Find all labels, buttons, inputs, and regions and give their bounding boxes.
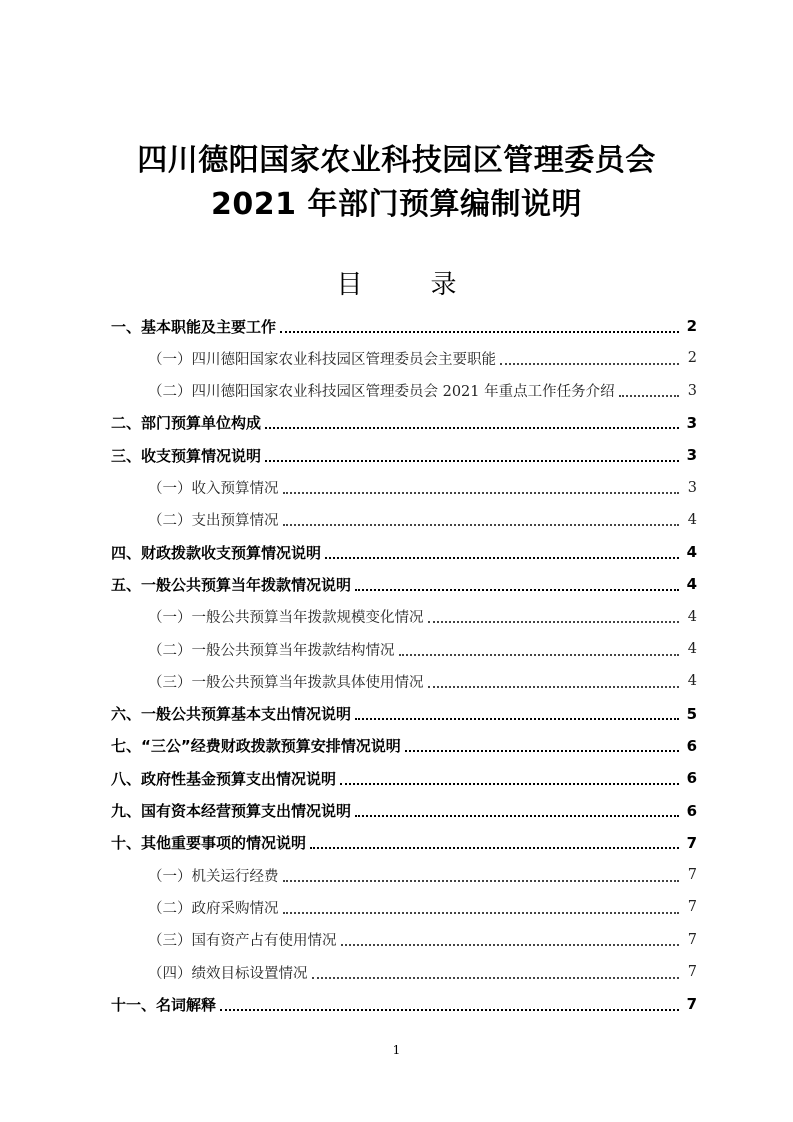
toc-dot-leader xyxy=(283,911,680,914)
toc-heading-char-2: 录 xyxy=(430,270,457,300)
toc-entry-label: 十一、名词解释 xyxy=(111,995,217,1014)
toc-dot-leader xyxy=(283,879,680,882)
toc-entry[interactable] xyxy=(0,346,793,370)
toc-entry-label: （三）国有资产占有使用情况 xyxy=(148,933,337,950)
toc-entry-label: 八、政府性基金预算支出情况说明 xyxy=(111,769,337,788)
toc-dot-leader xyxy=(500,362,679,365)
toc-entry-label: （二）支出预算情况 xyxy=(148,513,279,530)
toc-entry-page: 4 xyxy=(687,641,697,657)
toc-dot-leader xyxy=(312,976,680,979)
toc-entry[interactable] xyxy=(0,831,793,855)
toc-entry-page: 7 xyxy=(687,899,697,916)
toc-entry-page: 4 xyxy=(687,673,697,690)
toc-entry-page: 3 xyxy=(687,382,697,399)
document-title-line-2: 2021 年部门预算编制说明 xyxy=(211,187,582,222)
toc-entry[interactable] xyxy=(0,992,793,1016)
toc-entry-label: 五、一般公共预算当年拨款情况说明 xyxy=(111,575,352,594)
toc-entry[interactable] xyxy=(0,572,793,596)
toc-entry[interactable] xyxy=(0,605,793,629)
toc-entry[interactable] xyxy=(0,508,793,532)
toc-heading xyxy=(0,268,793,302)
toc-entry-page: 2 xyxy=(686,317,697,335)
toc-entry[interactable] xyxy=(0,540,793,564)
toc-entry[interactable] xyxy=(0,863,793,887)
toc-entry-label: 六、一般公共预算基本支出情况说明 xyxy=(111,705,352,724)
toc-entry[interactable] xyxy=(0,637,793,661)
toc-entry-page: 3 xyxy=(686,446,697,465)
toc-entry-page: 4 xyxy=(686,575,697,594)
toc-entry[interactable] xyxy=(0,734,793,758)
toc-entry[interactable] xyxy=(0,476,793,500)
toc-entry-page: 4 xyxy=(687,608,697,625)
toc-entry[interactable] xyxy=(0,928,793,952)
toc-entry-page: 6 xyxy=(686,801,697,820)
toc-dot-leader xyxy=(340,782,679,785)
toc-entry-page: 2 xyxy=(687,350,697,367)
toc-entry-label: （二）四川德阳国家农业科技园区管理委员会 2021 年重点工作任务介绍 xyxy=(148,384,615,401)
toc-entry-page: 3 xyxy=(687,479,697,496)
toc-dot-leader xyxy=(341,943,680,946)
toc-dot-leader xyxy=(220,1008,679,1011)
toc-dot-leader xyxy=(265,426,679,429)
toc-entry-label: （一）四川德阳国家农业科技园区管理委员会主要职能 xyxy=(148,351,496,368)
toc-entry-page: 4 xyxy=(687,511,697,528)
toc-entry-label: （一）收入预算情况 xyxy=(148,481,279,497)
toc-entry-label: 四、财政拨款收支预算情况说明 xyxy=(111,543,322,562)
toc-entry[interactable] xyxy=(0,702,793,726)
toc-dot-leader xyxy=(399,653,680,656)
toc-dot-leader xyxy=(355,717,679,720)
toc-dot-leader xyxy=(283,491,680,494)
toc-entry-page: 7 xyxy=(687,964,697,980)
toc-entry-label: （二）一般公共预算当年拨款结构情况 xyxy=(148,642,395,659)
toc-entry[interactable] xyxy=(0,411,793,435)
toc-dot-leader xyxy=(265,459,679,462)
toc-entry-label: 三、收支预算情况说明 xyxy=(111,446,262,465)
toc-entry-page: 7 xyxy=(687,867,697,884)
toc-dot-leader xyxy=(280,330,679,333)
toc-dot-leader xyxy=(310,846,679,849)
toc-entry[interactable] xyxy=(0,895,793,919)
toc-dot-leader xyxy=(325,556,679,559)
toc-entry-label: 九、国有资本经营预算支出情况说明 xyxy=(111,802,352,820)
toc-entry-page: 7 xyxy=(686,995,697,1014)
toc-dot-leader xyxy=(428,620,680,623)
toc-entry-label: 七、“三公”经费财政拨款预算安排情况说明 xyxy=(111,737,401,756)
toc-entry-label: （一）一般公共预算当年拨款规模变化情况 xyxy=(148,610,424,627)
toc-entry[interactable] xyxy=(0,960,793,984)
toc-entry-label: （三）一般公共预算当年拨款具体使用情况 xyxy=(148,674,424,691)
toc-entry-label: （二）政府采购情况 xyxy=(148,900,279,917)
toc-entry-label: 二、部门预算单位构成 xyxy=(111,414,262,433)
document-title-line-1: 四川德阳国家农业科技园区管理委员会 xyxy=(137,143,656,178)
toc-dot-leader xyxy=(428,685,680,688)
toc-entry[interactable] xyxy=(0,379,793,403)
toc-entry-page: 5 xyxy=(686,704,697,723)
toc-entry-page: 7 xyxy=(686,833,697,852)
toc-entry-page: 6 xyxy=(686,769,697,788)
toc-entry-label: （一）机关运行经费 xyxy=(148,868,279,885)
page-number: 1 xyxy=(392,1043,401,1057)
toc-entry[interactable] xyxy=(0,669,793,693)
toc-entry[interactable] xyxy=(0,799,793,823)
toc-entry[interactable] xyxy=(0,766,793,790)
toc-dot-leader xyxy=(405,749,679,752)
toc-entry[interactable] xyxy=(0,443,793,467)
toc-entry-label: （四）绩效目标设置情况 xyxy=(148,965,308,982)
toc-entry-page: 3 xyxy=(686,413,697,432)
toc-entry-page: 7 xyxy=(687,931,697,948)
toc-dot-leader xyxy=(619,394,679,397)
toc-dot-leader xyxy=(355,588,679,591)
toc-entry[interactable] xyxy=(0,314,793,338)
toc-heading-char-1: 目 xyxy=(336,270,363,300)
toc-entry-page: 4 xyxy=(686,543,697,562)
toc-dot-leader xyxy=(355,814,679,817)
toc-entry-label: 一、基本职能及主要工作 xyxy=(111,317,277,336)
toc-dot-leader xyxy=(283,523,680,526)
toc-entry-label: 十、其他重要事项的情况说明 xyxy=(111,834,307,853)
toc-entry-page: 6 xyxy=(686,736,697,755)
